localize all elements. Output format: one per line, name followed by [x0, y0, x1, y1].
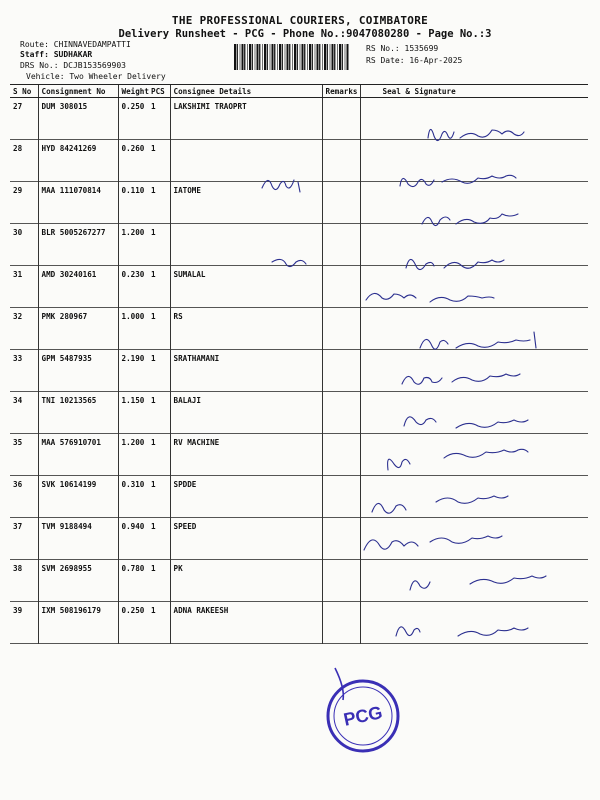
- cell-remarks: [322, 476, 360, 518]
- cell-pcs: 1: [151, 396, 156, 405]
- cell-sno: 34: [13, 396, 23, 405]
- rs-date: RS Date: 16-Apr-2025: [366, 56, 463, 65]
- cell-consignment: SVK 10614199: [38, 476, 118, 518]
- cell-seal-signature: [360, 308, 588, 350]
- cell-pcs: 1: [151, 312, 156, 321]
- cell-consignee: IATOME: [170, 182, 322, 224]
- cell-remarks: [322, 602, 360, 644]
- cell-sno: 28: [13, 144, 23, 153]
- cell-seal-signature: [360, 98, 588, 140]
- table-row: [10, 140, 588, 182]
- stamp-text: PCG: [341, 702, 385, 730]
- cell-consignment: TNI 10213565: [38, 392, 118, 434]
- table-row: [10, 560, 588, 602]
- cell-sno: 36: [13, 480, 23, 489]
- cell-consignment: MAA 576910701: [38, 434, 118, 476]
- cell-remarks: [322, 308, 360, 350]
- cell-seal-signature: [360, 392, 588, 434]
- cell-pcs: 1: [151, 144, 156, 153]
- cell-pcs: 1: [151, 564, 156, 573]
- cell-sno: 31: [13, 270, 23, 279]
- cell-weight: 0.780: [118, 560, 148, 602]
- cell-weight: 0.260: [118, 140, 148, 182]
- cell-sno: 39: [13, 606, 23, 615]
- pcg-stamp: [328, 668, 398, 751]
- cell-consignee: ADNA RAKEESH: [170, 602, 322, 644]
- cell-remarks: [322, 392, 360, 434]
- cell-pcs: 1: [151, 102, 156, 111]
- cell-sno: 32: [13, 312, 23, 321]
- table-row: [10, 182, 588, 224]
- cell-consignment: GPM 5487935: [38, 350, 118, 392]
- cell-seal-signature: [360, 518, 588, 560]
- table-row: [10, 434, 588, 476]
- cell-pcs: 1: [151, 186, 156, 195]
- rs-number: RS No.: 1535699: [366, 44, 439, 53]
- cell-consignment: HYD 84241269: [38, 140, 118, 182]
- cell-consignment: PMK 280967: [38, 308, 118, 350]
- cell-consignee: BALAJI: [170, 392, 322, 434]
- cell-weight: 1.200: [118, 224, 148, 266]
- cell-seal-signature: [360, 266, 588, 308]
- cell-pcs: 1: [151, 480, 156, 489]
- table-row: [10, 476, 588, 518]
- cell-consignment: TVM 9188494: [38, 518, 118, 560]
- cell-weight: 1.200: [118, 434, 148, 476]
- cell-consignment: MAA 111070814: [38, 182, 118, 224]
- cell-seal-signature: [360, 140, 588, 182]
- cell-consignee: SUMALAL: [170, 266, 322, 308]
- cell-pcs: 1: [151, 438, 156, 447]
- drs-number: DRS No.: DCJB153569903: [20, 61, 126, 70]
- cell-weight: 1.000: [118, 308, 148, 350]
- cell-consignee: SPDDE: [170, 476, 322, 518]
- cell-weight: 2.190: [118, 350, 148, 392]
- cell-remarks: [322, 98, 360, 140]
- cell-remarks: [322, 434, 360, 476]
- cell-seal-signature: [360, 224, 588, 266]
- cell-seal-signature: [360, 476, 588, 518]
- cell-consignee: SPEED: [170, 518, 322, 560]
- cell-pcs: 1: [151, 354, 156, 363]
- cell-pcs: 1: [151, 606, 156, 615]
- cell-remarks: [322, 140, 360, 182]
- vehicle-label: Vehicle: Two Wheeler Delivery: [26, 72, 166, 81]
- cell-remarks: [322, 518, 360, 560]
- cell-consignee: RS: [170, 308, 322, 350]
- cell-consignment: AMD 30240161: [38, 266, 118, 308]
- cell-sno: 33: [13, 354, 23, 363]
- col-pcs: PCS: [148, 85, 170, 98]
- cell-pcs: 1: [151, 270, 156, 279]
- col-consignment: Consignment No: [38, 85, 118, 98]
- route-label: Route: CHINNAVEDAMPATTI: [20, 40, 131, 49]
- table-header-row: [10, 85, 588, 98]
- col-weight: Weight: [118, 85, 148, 98]
- col-remarks: Remarks: [322, 85, 360, 98]
- table-row: [10, 518, 588, 560]
- cell-consignee: SRATHAMANI: [170, 350, 322, 392]
- cell-seal-signature: [360, 350, 588, 392]
- cell-sno: 37: [13, 522, 23, 531]
- cell-sno: 27: [13, 102, 23, 111]
- delivery-table: [10, 84, 588, 644]
- cell-remarks: [322, 224, 360, 266]
- barcode-image: [234, 44, 350, 70]
- runsheet-subtitle: Delivery Runsheet - PCG - Phone No.:9047080280 - Page No.:3: [118, 28, 492, 40]
- table-row: [10, 392, 588, 434]
- cell-consignment: DUM 308015: [38, 98, 118, 140]
- cell-remarks: [322, 266, 360, 308]
- cell-seal-signature: [360, 602, 588, 644]
- cell-weight: 0.310: [118, 476, 148, 518]
- cell-sno: 29: [13, 186, 23, 195]
- table-row: [10, 224, 588, 266]
- cell-remarks: [322, 350, 360, 392]
- cell-weight: 0.230: [118, 266, 148, 308]
- cell-consignee: [170, 140, 322, 182]
- cell-weight: 0.250: [118, 98, 148, 140]
- table-row: [10, 308, 588, 350]
- cell-remarks: [322, 560, 360, 602]
- cell-weight: 0.940: [118, 518, 148, 560]
- col-seal-signature: Seal & Signature: [360, 85, 588, 98]
- col-sno: S No: [10, 85, 38, 98]
- col-consignee: Consignee Details: [170, 85, 322, 98]
- cell-consignment: SVM 2698955: [38, 560, 118, 602]
- cell-seal-signature: [360, 434, 588, 476]
- table-row: [10, 602, 588, 644]
- company-title: THE PROFESSIONAL COURIERS, COIMBATORE: [171, 14, 429, 27]
- table-row: [10, 350, 588, 392]
- cell-remarks: [322, 182, 360, 224]
- cell-pcs: 1: [151, 522, 156, 531]
- staff-label: Staff: SUDHAKAR: [20, 50, 93, 59]
- stamp-tail: [335, 668, 343, 700]
- cell-seal-signature: [360, 560, 588, 602]
- cell-sno: 38: [13, 564, 23, 573]
- cell-weight: 0.250: [118, 602, 148, 644]
- cell-seal-signature: [360, 182, 588, 224]
- cell-consignee: LAKSHIMI TRAOPRT: [170, 98, 322, 140]
- cell-consignee: PK: [170, 560, 322, 602]
- cell-weight: 0.110: [118, 182, 148, 224]
- cell-sno: 30: [13, 228, 23, 237]
- cell-consignment: IXM 508196179: [38, 602, 118, 644]
- cell-consignee: [170, 224, 322, 266]
- cell-consignee: RV MACHINE: [170, 434, 322, 476]
- cell-consignment: BLR 5005267277: [38, 224, 118, 266]
- table-row: [10, 98, 588, 140]
- cell-pcs: 1: [151, 228, 156, 237]
- cell-sno: 35: [13, 438, 23, 447]
- cell-weight: 1.150: [118, 392, 148, 434]
- table-row: [10, 266, 588, 308]
